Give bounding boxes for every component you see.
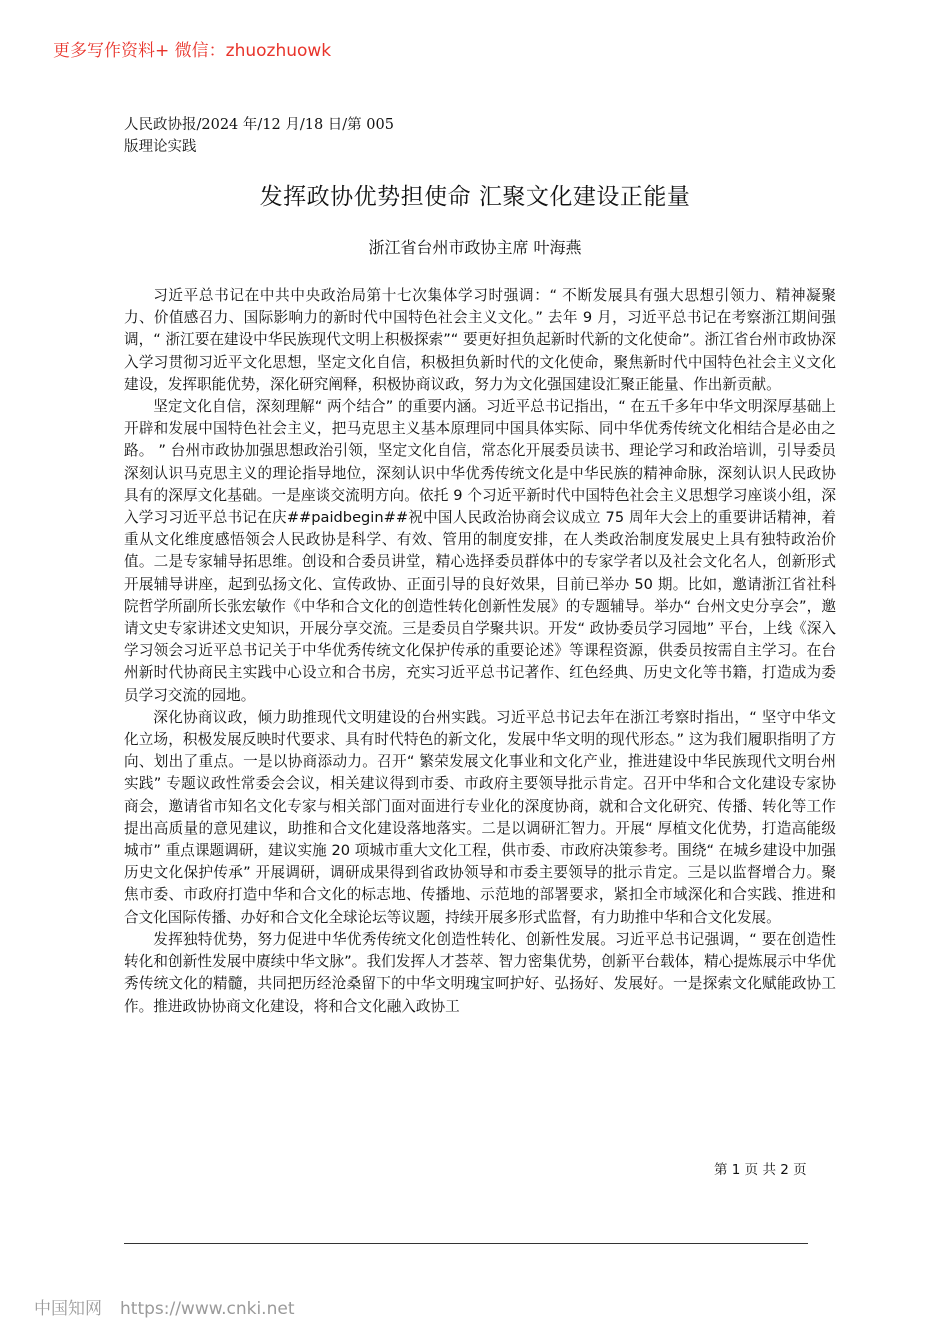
watermark-url[interactable]: https://www.cnki.net xyxy=(120,1299,295,1319)
article-author: 浙江省台州市政协主席 叶海燕 xyxy=(368,238,582,257)
publication-source xyxy=(124,114,424,158)
watermark-brand: 中国知网 xyxy=(34,1299,102,1319)
source-line-2: 版理论实践 xyxy=(124,139,197,155)
article-title: 发挥政协优势担使命 汇聚文化建设正能量 xyxy=(259,184,691,210)
cnki-watermark xyxy=(34,1294,294,1319)
page-number: 第 1 页 共 2 页 xyxy=(714,1162,807,1178)
paragraph: 发挥独特优势，努力促进中华优秀传统文化创造性转化、创新性发展。习近平总书记强调，“ 要在创造性转化和创新性发展中赓续中华文脉”。我们发挥人才荟萃、智力密集优势，创新平台载体，精心提炼展示中华优秀传统文化的精髓，共同把历经沧桑留下的中华文明瑰宝呵护好、弘扬好、发展好。一是探索文化赋能政协工作。推进政协协商文化建设，将和合文化融入政协工 xyxy=(124,930,836,1015)
paragraph: 习近平总书记在中共中央政治局第十七次集体学习时强调：“ 不断发展具有强大思想引领力、精神凝聚力、价值感召力、国际影响力的新时代中国特色社会主义文化。” 去年 9 月，习近平总书记在考察浙江期间强调，“ 浙江要在建设中华民族现代文明上积极探索”“ 要更好担负起新时代新的文化使命”。浙江省台州市政协深入学习贯彻习近平文化思想，坚定文化自信，积极担负新时代的文化使命，聚焦新时代中国特色社会主义文化建设，发挥职能优势，深化研究阐释，积极协商议政，努力为文化强国建设汇聚正能量、作出新贡献。 xyxy=(124,287,836,393)
footer-divider xyxy=(124,1243,808,1244)
paragraph: 深化协商议政，倾力助推现代文明建设的台州实践。习近平总书记去年在浙江考察时指出，“ 坚守中华文化立场，积极发展反映时代要求、具有时代特色的新文化，发展中华文明的现代形态。” 这为我们履职指明了方向、划出了重点。一是以协商添动力。召开“ 繁荣发展文化事业和文化产业，推进建设中华民族现代文明台州实践” 专题议政性常委会会议，相关建议得到市委、市政府主要领导批示肯定。召开中华和合文化建设专家协商会，邀请省市知名文化专家与相关部门面对面进行专业化的深度协商，就和合文化研究、传播、转化等工作提出高质量的意见建议，助推和合文化建设落地落实。二是以调研汇智力。开展“ 厚植文化优势，打造高能级城市” 重点课题调研，建议实施 20 项城市重大文化工程，供市委、市政府决策参考。围绕“ 在城乡建设中加强历史文化保护传承” 开展调研，调研成果得到省政协领导和市委主要领导的批示肯定。三是以监督增合力。聚焦市委、市政府打造中华和合文化的标志地、传播地、示范地的部署要求，紧扣全市域深化和合实践、推进和合文化国际传播、办好和合文化全球论坛等议题，持续开展多形式监督，有力助推中华和合文化发展。 xyxy=(124,708,836,926)
source-line-1: 人民政协报/2024 年/12 月/18 日/第 005 xyxy=(124,117,394,133)
promo-banner[interactable]: 更多写作资料+ 微信：zhuozhuowk xyxy=(53,41,332,61)
paragraph: 坚定文化自信，深刻理解“ 两个结合” 的重要内涵。习近平总书记指出，“ 在五千多年中华文明深厚基础上开辟和发展中国特色社会主义，把马克思主义基本原理同中国具体实际、同中华优秀传统文化相结合是必由之路。 ” 台州市政协加强思想政治引领，坚定文化自信，常态化开展委员读书、理论学习和政治培训，引导委员深刻认识马克思主义的理论指导地位，深刻认识中华优秀传统文化是中华民族的精神命脉，深刻认识人民政协具有的深厚文化基础。一是座谈交流明方向。依托 9 个习近平新时代中国特色社会主义思想学习座谈小组，深入学习习近平总书记在庆##paidbegin##祝中国人民政治协商会议成立 75 周年大会上的重要讲话精神，着重从文化维度感悟领会人民政协是科学、有效、管用的制度安排，在人类政治制度发展史上具有独特政治价值。二是专家辅导拓思维。创设和合委员讲堂，精心选择委员群体中的专家学者以及社会文化名人，创新形式开展辅导讲座，起到弘扬文化、宣传政协、正面引导的良好效果，目前已举办 50 期。比如，邀请浙江省社科院哲学所副所长张宏敏作《中华和合文化的创造性转化创新性发展》的专题辅导。举办“ 台州文史分享会”，邀请文史专家讲述文史知识，开展分享交流。三是委员自学聚共识。开发“ 政协委员学习园地” 平台，上线《深入学习领会习近平总书记关于中华优秀传统文化保护传承的重要论述》等课程资源，供委员按需自主学习。在台州新时代协商民主实践中心设立和合书房，充实习近平总书记著作、红色经典、历史文化等书籍，打造成为委员学习交流的园地。 xyxy=(124,398,836,704)
article-body xyxy=(124,285,836,1130)
